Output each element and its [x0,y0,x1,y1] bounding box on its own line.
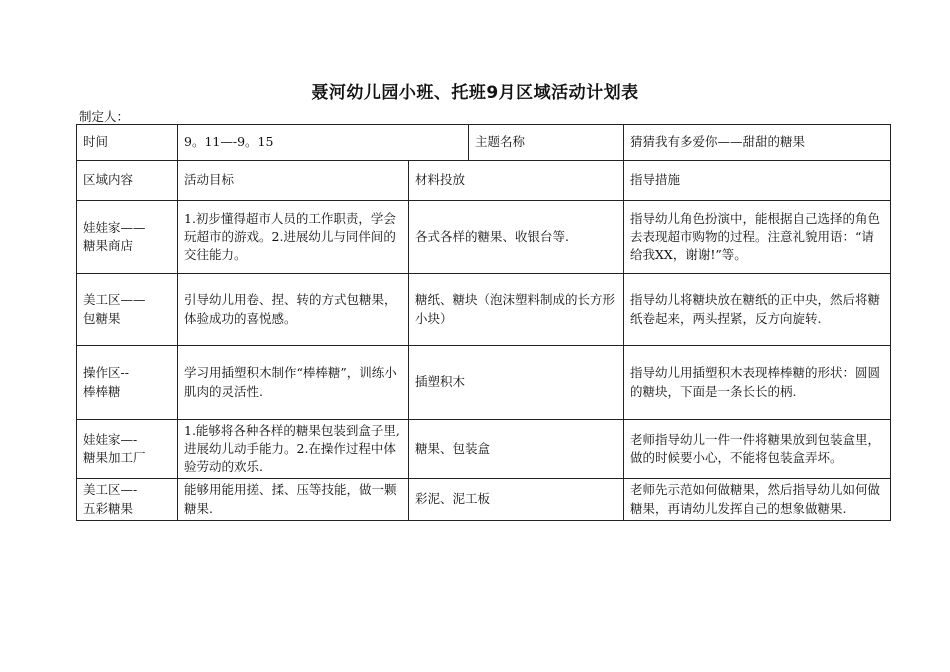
header-materials: 材料投放 [409,161,624,201]
guidance-cell: 指导幼儿角色扮演中，能根据自己选择的角色去表现超市购物的过程。注意礼貌用语：“请给我XX，谢谢!”等。 [624,201,891,274]
area-name: 操作区-- [83,365,129,381]
area-subject: 糖果商店 [83,238,134,253]
area-cell [77,346,178,420]
theme-label: 主题名称 [469,125,624,161]
theme-value: 猜猜我有多爱你——甜甜的糖果 [624,125,891,161]
info-row [77,125,891,161]
time-value: 9。11—-9。15 [178,125,469,161]
goal-cell: 引导幼儿用卷、捏、转的方式包糖果，体验成功的喜悦感。 [178,274,409,346]
guidance-cell: 老师先示范如何做糖果，然后指导幼儿如何做糖果，再请幼儿发挥自己的想象做糖果. [624,479,891,520]
area-name: 娃娃家—— [83,219,146,235]
header-guidance: 指导措施 [624,161,891,201]
table-row [77,420,891,479]
guidance-cell: 老师指导幼儿一件一件将糖果放到包装盒里，做的时候要小心，不能将包装盒弄坏。 [624,420,891,479]
area-cell [77,201,178,274]
area-subject: 糖果加工厂 [83,450,146,466]
materials-cell: 糖纸、糖块（泡沫塑料制成的长方形小块） [409,274,624,346]
area-cell [77,420,178,479]
header-goal: 活动目标 [178,161,409,201]
area-cell [77,479,178,520]
goal-cell: 1.初步懂得超市人员的工作职责，学会玩超市的游戏。2.进展幼儿与同伴间的交往能力。 [178,201,409,274]
area-name: 美工区—- [83,482,138,498]
table-row [77,201,891,274]
materials-cell: 插塑积木 [409,346,624,420]
header-row [77,161,891,201]
table-row [77,346,891,420]
area-subject: 棒棒糖 [83,383,121,399]
goal-cell: 学习用插塑积木制作“棒棒糖”，训练小肌肉的灵活性. [178,346,409,420]
guidance-cell: 指导幼儿用插塑积木表现棒棒糖的形状：圆圆的糖块，下面是一条长长的柄. [624,346,891,420]
area-subject: 五彩糖果 [83,500,134,516]
materials-cell: 糖果、包装盒 [409,420,624,479]
table-row [77,274,891,346]
area-subject: 包糖果 [83,310,121,326]
activity-plan-table [76,124,891,521]
area-name: 娃娃家—- [83,432,138,448]
goal-cell: 能够用能用搓、揉、压等技能，做一颗糖果. [178,479,409,520]
header-area: 区域内容 [77,161,178,201]
area-cell [77,274,178,346]
area-name: 美工区—— [83,292,146,308]
table-row [77,479,891,520]
time-label: 时间 [77,125,178,161]
document-title: 聂河幼儿园小班、托班9月区域活动计划表 [311,83,639,103]
goal-cell: 1.能够将各种各样的糖果包装到盒子里,进展幼儿动手能力。2.在操作过程中体验劳动的欢乐. [178,420,409,479]
materials-cell: 各式各样的糖果、收银台等. [409,201,624,274]
maker-label: 制定人： [79,109,130,124]
materials-cell: 彩泥、泥工板 [409,479,624,520]
guidance-cell: 指导幼儿将糖块放在糖纸的正中央，然后将糖纸卷起来，两头捏紧，反方向旋转. [624,274,891,346]
